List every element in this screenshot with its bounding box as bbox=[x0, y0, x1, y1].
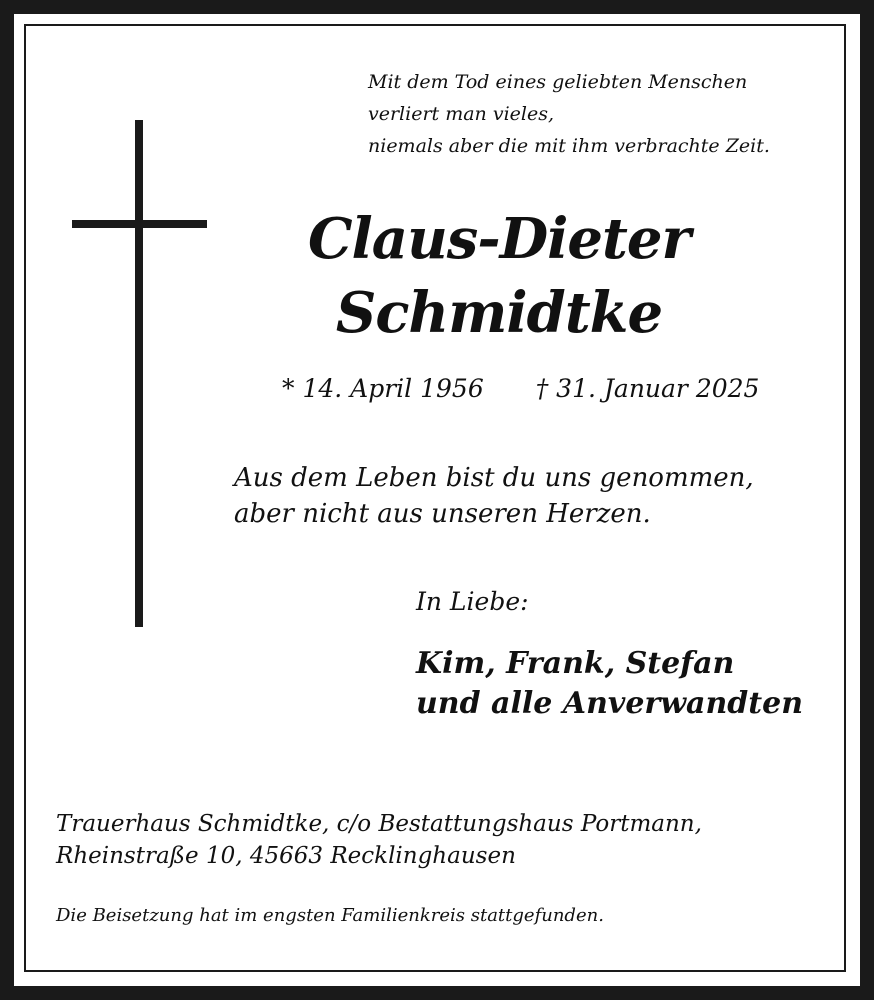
address-line: Rheinstraße 10, 45663 Recklinghausen bbox=[56, 843, 516, 869]
life-dates bbox=[282, 371, 762, 407]
mourners-line: und alle Anverwandten bbox=[416, 686, 804, 721]
cross-vertical-bar bbox=[135, 120, 143, 627]
verse-line: aber nicht aus unseren Herzen. bbox=[234, 499, 651, 529]
memorial-verse bbox=[234, 460, 794, 532]
mourners-line: Kim, Frank, Stefan bbox=[416, 646, 735, 681]
obituary-card bbox=[14, 14, 860, 986]
mourning-house-address bbox=[56, 808, 816, 872]
memorial-quote bbox=[368, 66, 838, 162]
quote-line: niemals aber die mit ihm verbrachte Zeit. bbox=[368, 135, 770, 157]
mourners-intro: In Liebe: bbox=[416, 587, 529, 616]
mourners-names bbox=[416, 644, 836, 724]
death-date: † 31. Januar 2025 bbox=[535, 374, 760, 403]
quote-line: Mit dem Tod eines geliebten Menschen bbox=[368, 71, 748, 93]
deceased-first-name: Claus-Dieter bbox=[307, 206, 691, 272]
cross-horizontal-bar bbox=[72, 220, 207, 228]
deceased-last-name: Schmidtke bbox=[335, 280, 663, 346]
address-line: Trauerhaus Schmidtke, c/o Bestattungshaus Portmann, bbox=[56, 811, 702, 837]
birth-date: * 14. April 1956 bbox=[282, 374, 484, 403]
deceased-name bbox=[254, 202, 744, 350]
verse-line: Aus dem Leben bist du uns genommen, bbox=[234, 463, 754, 493]
burial-note: Die Beisetzung hat im engsten Familienkreis stattgefunden. bbox=[56, 905, 604, 926]
quote-line: verliert man vieles, bbox=[368, 103, 555, 125]
